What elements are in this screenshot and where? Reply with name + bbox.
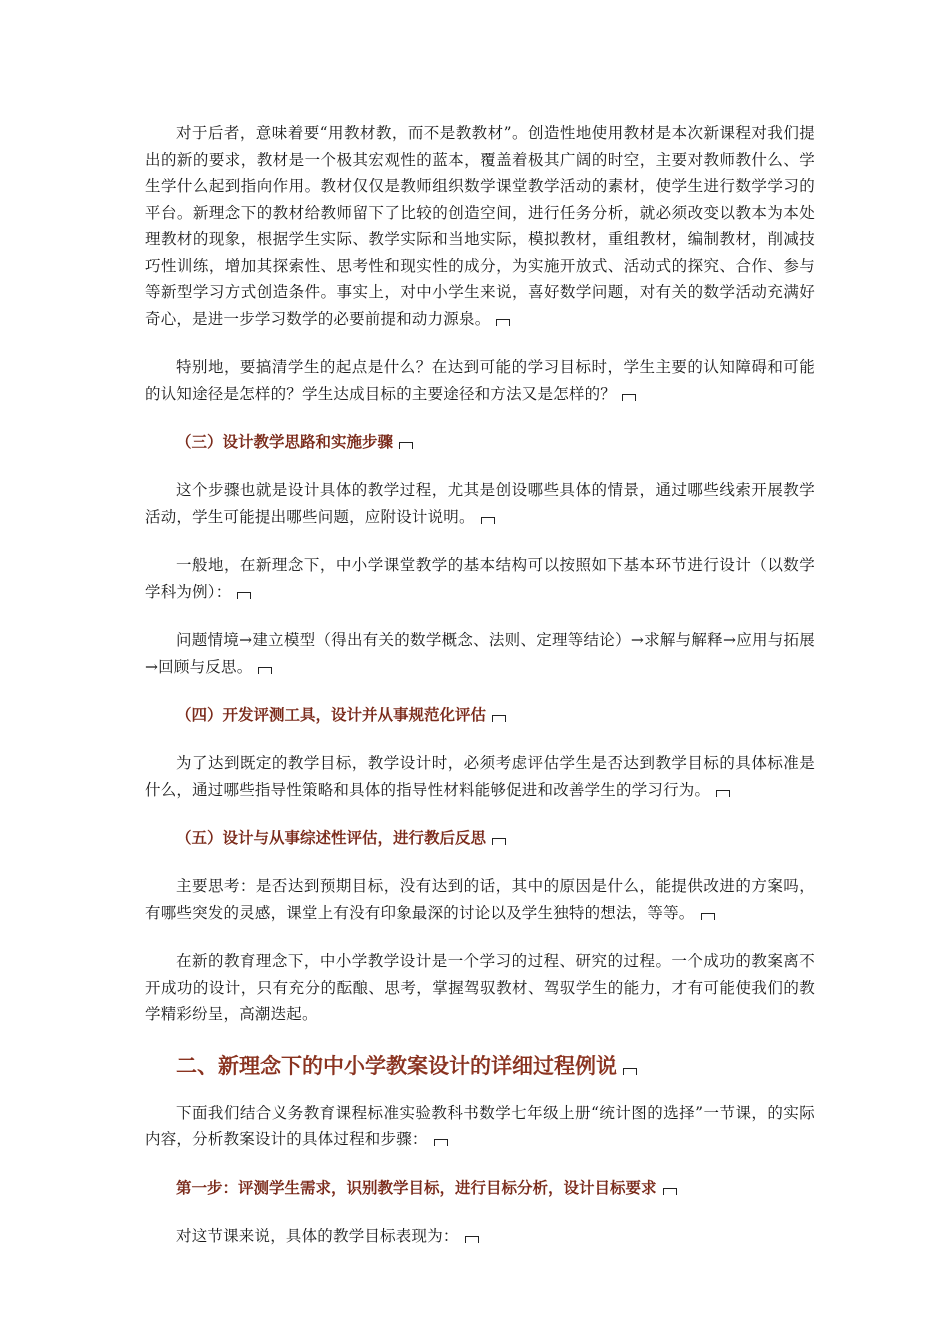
step-1-heading — [176, 1175, 815, 1201]
subheading-4 — [176, 702, 815, 728]
paragraph-student-starting-point — [145, 354, 815, 407]
paragraph-text: 对这节课来说，具体的教学目标表现为： — [176, 1226, 459, 1245]
paragraph-mark-icon — [622, 394, 636, 401]
paragraph-text: 对于后者，意味着要“用教材教，而不是教教材”。创造性地使用教材是本次新课程对我们提出的新的要求，教材是一个极其宏观性的蓝本，覆盖着极其广阔的时空，主要对教师教什么、学生学什么起到指向作用。教材仅仅是教师组织数学课堂教学活动的素材，使学生进行数学学习的平台。新理念下的教材给教师留下了比较的创造空间，进行任务分析，就必须改变以教本为本处理教材的现象，根据学生实际、教学实际和当地实际，模拟教材，重组教材，编制教材，削减技巧性训练，增加其探索性、思考性和现实性的成分，为实施开放式、活动式的探究、合作、参与等新型学习方式创造条件。事实上，对中小学生来说，喜好数学问题，对有关的数学活动充满好奇心，是进一步学习数学的必要前提和动力源泉。 — [145, 124, 815, 328]
document-page — [145, 120, 815, 1271]
subheading-text: （四）开发评测工具，设计并从事规范化评估 — [176, 705, 487, 724]
paragraph-process-chain — [145, 627, 815, 680]
paragraph-mark-icon — [258, 667, 272, 674]
paragraph-text: 一般地，在新理念下，中小学课堂教学的基本结构可以按照如下基本环节进行设计（以数学学科为例）： — [145, 556, 815, 601]
paragraph-text: 特别地，要搞清学生的起点是什么？在达到可能的学习目标时，学生主要的认知障碍和可能的认知途径是怎样的？学生达成目标的主要途径和方法又是怎样的？ — [145, 358, 815, 403]
paragraph-text: 主要思考：是否达到预期目标，没有达到的话，其中的原因是什么，能提供改进的方案吗，有哪些突发的灵感，课堂上有没有印象最深的讨论以及学生独特的想法，等等。 — [145, 877, 815, 922]
paragraph-mark-icon — [492, 838, 506, 845]
paragraph-text: 这个步骤也就是设计具体的教学过程，尤其是创设哪些具体的情景，通过哪些线索开展教学活动，学生可能提出哪些问题，应附设计说明。 — [145, 481, 815, 526]
step-heading-text: 第一步：评测学生需求，识别教学目标，进行目标分析，设计目标要求 — [176, 1177, 657, 1197]
paragraph-mark-icon — [465, 1236, 479, 1243]
paragraph-textbook-usage — [145, 120, 815, 332]
paragraph-evaluation-standard — [145, 750, 815, 803]
paragraph-mark-icon — [492, 715, 506, 722]
subheading-text: （五）设计与从事综述性评估，进行教后反思 — [176, 828, 487, 847]
subheading-3 — [176, 429, 815, 455]
paragraph-mark-icon — [623, 1068, 637, 1075]
subheading-5 — [176, 825, 815, 851]
paragraph-text: 问题情境→建立模型（得出有关的数学概念、法则、定理等结论）→求解与解释→应用与拓展→回顾与反思。 — [145, 631, 815, 676]
paragraph-mark-icon — [481, 517, 495, 524]
paragraph-example-intro — [145, 1100, 815, 1153]
paragraph-mark-icon — [237, 592, 251, 599]
section-title-2 — [176, 1050, 815, 1082]
paragraph-mark-icon — [716, 790, 730, 797]
paragraph-text: 为了达到既定的教学目标，教学设计时，必须考虑评估学生是否达到教学目标的具体标准是什么，通过哪些指导性策略和具体的指导性材料能够促进和改善学生的学习行为。 — [145, 754, 815, 799]
paragraph-teaching-process — [145, 477, 815, 530]
section-title-text: 二、新理念下的中小学教案设计的详细过程例说 — [176, 1052, 617, 1078]
paragraph-reflection — [145, 873, 815, 926]
paragraph-conclusion — [145, 948, 815, 1028]
paragraph-mark-icon — [399, 442, 413, 449]
subheading-text: （三）设计教学思路和实施步骤 — [176, 432, 394, 451]
paragraph-mark-icon — [701, 913, 715, 920]
paragraph-basic-structure — [145, 552, 815, 605]
paragraph-text: 在新的教育理念下，中小学教学设计是一个学习的过程、研究的过程。一个成功的教案离不开成功的设计，只有充分的酝酿、思考，掌握驾驭教材、驾驭学生的能力，才有可能使我们的教学精彩纷呈，高潮迭起。 — [145, 952, 815, 1023]
paragraph-goals-intro — [145, 1223, 815, 1250]
paragraph-mark-icon — [663, 1188, 677, 1195]
paragraph-text: 下面我们结合义务教育课程标准实验教科书数学七年级上册“统计图的选择”一节课，的实际内容，分析教案设计的具体过程和步骤： — [145, 1103, 815, 1148]
paragraph-mark-icon — [496, 319, 510, 326]
paragraph-mark-icon — [434, 1139, 448, 1146]
